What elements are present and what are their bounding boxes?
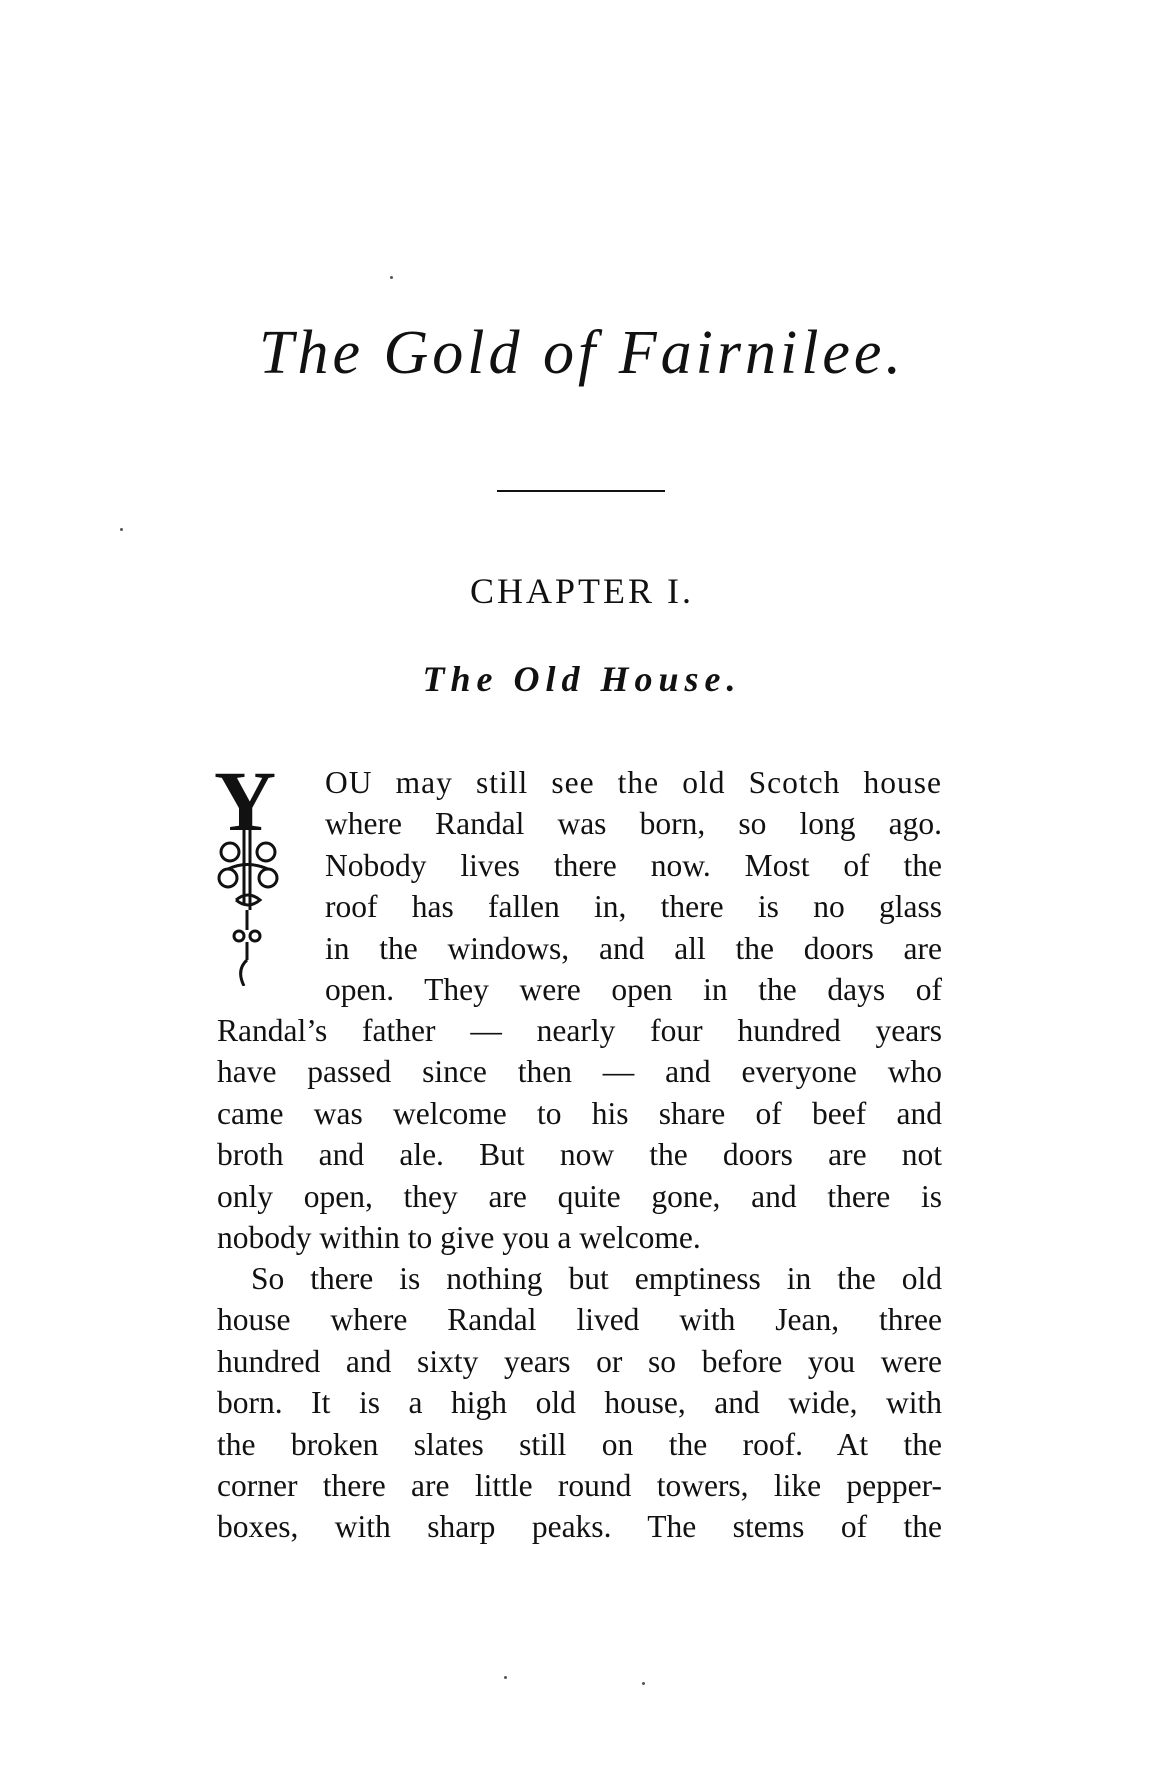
text-line: OU may still see the old Scotch house [325, 765, 942, 800]
text-line: nobody within to give you a welcome. [217, 1220, 701, 1256]
text-line: hundred and sixty years or so before you were [217, 1343, 942, 1379]
paragraph-1-continued [217, 1010, 942, 1258]
text-line: only open, they are quite gone, and there is [217, 1178, 942, 1214]
scan-speck [504, 1676, 507, 1679]
text-line: corner there are little round towers, like pepper- [217, 1468, 942, 1504]
chapter-heading: CHAPTER I. [469, 571, 694, 611]
text-line: have passed since then — and everyone who [217, 1054, 942, 1090]
scan-speck [642, 1682, 645, 1685]
paragraph-2 [217, 1258, 942, 1548]
scan-speck [120, 528, 123, 531]
text-line: Randal’s father — nearly four hundred years [217, 1013, 942, 1048]
text-line: So there is nothing but emptiness in the old [251, 1261, 942, 1296]
text-line: boxes, with sharp peaks. The stems of the [217, 1509, 942, 1545]
text-line: house where Randal lived with Jean, three [217, 1302, 942, 1338]
scan-speck [390, 276, 393, 279]
drop-cap-letter: Y [214, 760, 277, 849]
title-divider [497, 490, 665, 492]
text-line: where Randal was born, so long ago. [325, 806, 942, 842]
drop-cap-flourish [219, 828, 277, 986]
text-line: roof has fallen in, there is no glass [325, 889, 942, 925]
text-line: Nobody lives there now. Most of the [325, 847, 942, 883]
text-line: came was welcome to his share of beef and [217, 1095, 942, 1131]
book-title: The Gold of Fairnilee. [259, 319, 905, 387]
text-line: broth and ale. But now the doors are not [217, 1137, 942, 1173]
paragraph-1-opening [325, 762, 942, 1010]
ornamental-drop-cap [214, 760, 300, 986]
text-line: the broken slates still on the roof. At the [217, 1426, 942, 1462]
text-line: in the windows, and all the doors are [325, 930, 942, 966]
text-line: open. They were open in the days of [325, 972, 942, 1008]
chapter-subtitle: The Old House. [422, 659, 742, 699]
text-line: born. It is a high old house, and wide, with [217, 1385, 942, 1421]
